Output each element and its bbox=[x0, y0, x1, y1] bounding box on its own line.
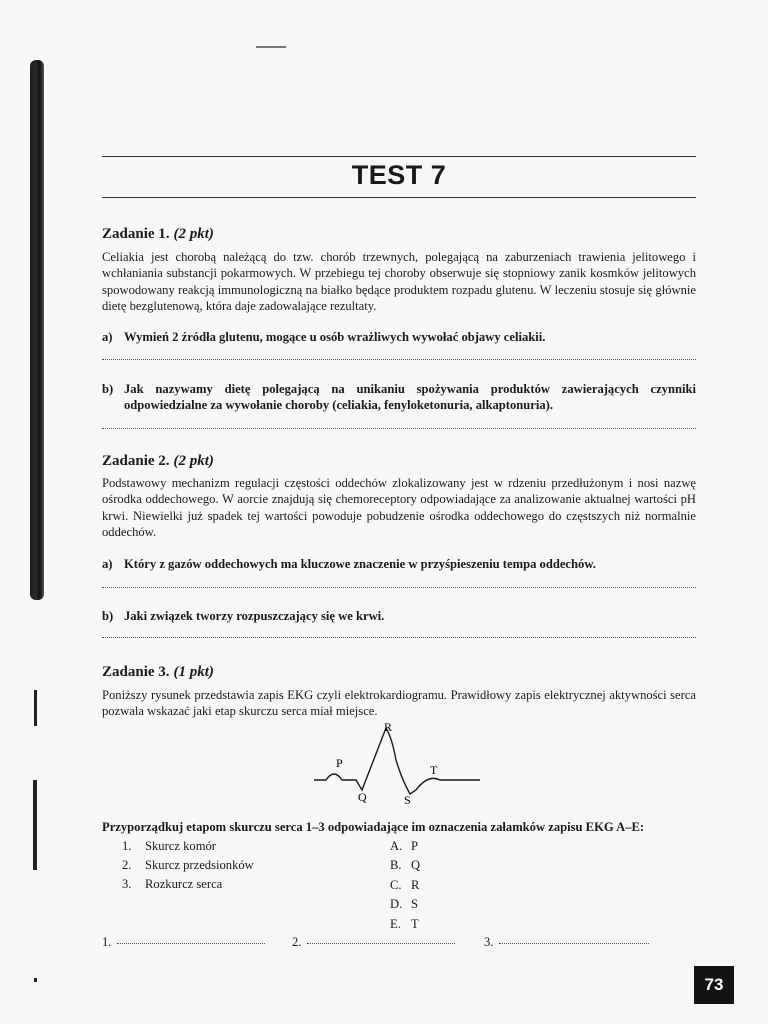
test-title: TEST 7 bbox=[351, 160, 447, 190]
list-item bbox=[390, 856, 420, 875]
list-item bbox=[390, 837, 420, 856]
list-item bbox=[390, 876, 420, 895]
task3-points: (1 pkt) bbox=[173, 664, 214, 680]
answer-slot-3[interactable] bbox=[484, 935, 649, 950]
task3-title: Zadanie 3. bbox=[102, 664, 170, 680]
task1-title: Zadanie 1. bbox=[102, 226, 170, 242]
scan-mark bbox=[34, 690, 37, 726]
stage-text: Skurcz przedsionków bbox=[145, 858, 254, 872]
page-number-badge: 73 bbox=[694, 966, 734, 1004]
answer-line[interactable] bbox=[307, 943, 455, 944]
scan-mark bbox=[34, 978, 37, 982]
question-text: Który z gazów oddechowych ma kluczowe znaczenie w przyśpieszeniu tempa oddechów. bbox=[124, 557, 596, 571]
stage-text: Skurcz komór bbox=[145, 839, 216, 853]
task1-question-a bbox=[102, 329, 696, 345]
answer-number: 3. bbox=[484, 935, 494, 949]
answer-slot-2[interactable] bbox=[292, 935, 455, 950]
task3-match-question: Przyporządkuj etapom skurczu serca 1–3 odpowiadające im oznaczenia załamków zapisu EKG A–E: bbox=[102, 820, 645, 834]
option-letter: B. bbox=[390, 858, 402, 873]
task1-points: (2 pkt) bbox=[173, 226, 214, 242]
scan-mark bbox=[33, 780, 37, 870]
list-item bbox=[390, 915, 420, 934]
option-letter: D. bbox=[390, 897, 403, 912]
task2-points: (2 pkt) bbox=[173, 453, 214, 469]
ekg-label-q: Q bbox=[358, 790, 367, 804]
stage-number: 3. bbox=[122, 877, 132, 891]
option-list bbox=[390, 837, 420, 934]
task3-paragraph: Poniższy rysunek przedstawia zapis EKG czyli elektrokardiogramu. Prawidłowy zapis elektrycznej aktywności serca pozwala wskazać jaki etap skurczu serca miał miejsce. bbox=[102, 688, 696, 719]
question-label: b) bbox=[102, 382, 114, 396]
option-text: R bbox=[411, 877, 420, 892]
task1-answer-line-b[interactable] bbox=[102, 428, 696, 429]
option-text: S bbox=[411, 897, 419, 912]
task1-heading bbox=[102, 226, 214, 243]
list-item bbox=[122, 837, 254, 856]
task3-heading bbox=[102, 664, 214, 681]
option-text: T bbox=[411, 916, 419, 931]
header-rule-top bbox=[102, 156, 696, 157]
answer-number: 1. bbox=[102, 935, 112, 949]
question-text: Wymień 2 źródła glutenu, mogące u osób wrażliwych wywołać objawy celiakii. bbox=[124, 330, 546, 344]
list-item bbox=[122, 856, 254, 875]
ekg-diagram bbox=[300, 718, 500, 818]
header-rule-bottom bbox=[102, 197, 696, 198]
ekg-label-t: T bbox=[430, 763, 438, 777]
task1-paragraph: Celiakia jest chorobą należącą do tzw. chorób trzewnych, polegającą na zaburzeniach trawienia jelitowego i wchłaniania substancji pokarmowych. W przebiegu tej choroby obserwuje się stopniowy zanik kosmków jelitowych spowodowany reakcją immunologiczną na białko będące produktem rozpadu glutenu. W leczeniu stosuje się głównie dietę bezglutenową, która daje zadowalające rezultaty. bbox=[102, 250, 696, 314]
stage-number: 2. bbox=[122, 858, 132, 872]
question-text: Jak nazywamy dietę polegającą na unikaniu spożywania produktów zawierających czynniki odpowiedzialne za wywołanie choroby (celiakia, fenyloketonuria, alkaptonuria). bbox=[124, 382, 696, 413]
answer-line[interactable] bbox=[117, 943, 265, 944]
scan-mark-top bbox=[256, 46, 286, 48]
answer-number: 2. bbox=[292, 935, 302, 949]
stage-number: 1. bbox=[122, 839, 132, 853]
answer-slot-1[interactable] bbox=[102, 935, 265, 950]
option-letter: E. bbox=[390, 916, 401, 931]
question-label: b) bbox=[102, 609, 114, 623]
task2-question-a bbox=[102, 556, 696, 572]
question-label: a) bbox=[102, 330, 113, 344]
task1-question-b bbox=[102, 381, 696, 414]
ekg-label-r: R bbox=[384, 720, 393, 734]
ekg-label-s: S bbox=[404, 793, 411, 807]
question-text: Jaki związek tworzy rozpuszczający się we krwi. bbox=[124, 609, 385, 623]
task2-heading bbox=[102, 453, 214, 470]
task2-answer-line-b[interactable] bbox=[102, 637, 696, 638]
option-text: P bbox=[411, 839, 419, 853]
ekg-label-p: P bbox=[336, 756, 343, 770]
answer-line[interactable] bbox=[499, 943, 649, 944]
task2-title: Zadanie 2. bbox=[102, 453, 170, 469]
task2-paragraph: Podstawowy mechanizm regulacji częstości oddechów zlokalizowany jest w rdzeniu przedłużonym i nosi nazwę ośrodka oddechowego. W aorcie znajdują się chemoreceptory odpowiadające za analizowanie aktualnej wartości pH krwi. Niewielki już spadek tej wartości powoduje pobudzenie ośrodka oddechowego do częstszych niż normalnie oddechów. bbox=[102, 476, 696, 540]
option-text: Q bbox=[411, 858, 421, 873]
option-letter: A. bbox=[390, 839, 403, 853]
stage-text: Rozkurcz serca bbox=[145, 877, 223, 891]
list-item bbox=[390, 895, 420, 914]
task2-answer-line-a[interactable] bbox=[102, 587, 696, 588]
task2-question-b bbox=[102, 608, 696, 624]
question-label: a) bbox=[102, 557, 113, 571]
scan-binding-shadow bbox=[30, 60, 44, 600]
option-letter: C. bbox=[390, 877, 402, 892]
list-item bbox=[122, 875, 254, 894]
task1-answer-line-a[interactable] bbox=[102, 359, 696, 360]
stage-list bbox=[122, 837, 254, 894]
